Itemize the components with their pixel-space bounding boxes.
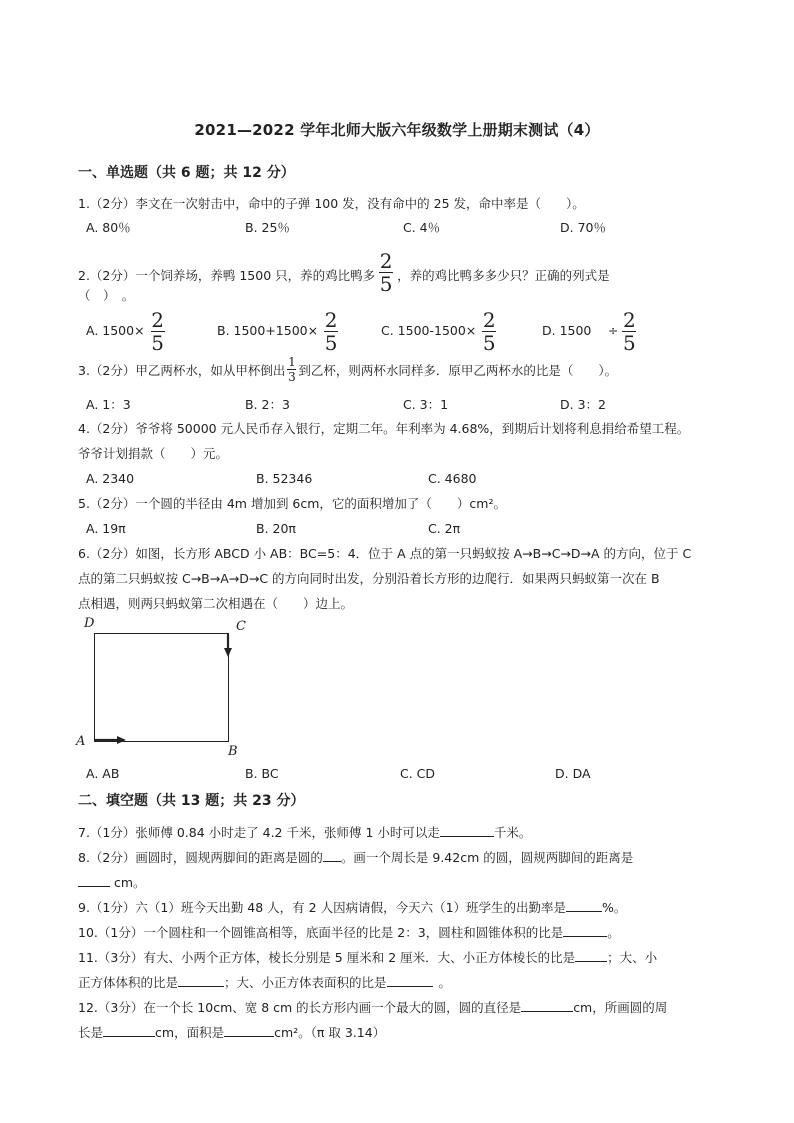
arrow-head-down — [224, 648, 232, 657]
question-6-line1: 6.（2分）如图，长方形 ABCD 小 AB：BC=5：4．位于 A 点的第一只蚂蚁按 A→B→C→D→A 的方向，位于 C — [78, 546, 692, 561]
answer-blank[interactable] — [440, 824, 494, 837]
q1-option-d[interactable]: D. 70％ — [560, 220, 606, 235]
section-fill-in: 二、填空题（共 13 题；共 23 分） — [78, 793, 305, 809]
fraction-two-fifths: $\frac{2}{5}$ — [324, 308, 338, 355]
answer-blank[interactable] — [575, 949, 607, 962]
q5-option-b[interactable]: B. 20π — [256, 521, 296, 536]
rectangle-diagram — [70, 612, 260, 762]
question-12: 12.（3分）在一个长 10cm、宽 8 cm 的长方形内画一个最大的圆，圆的直径是 cm，所画圆的周 — [78, 1000, 668, 1015]
q2-text-post: ，养的鸡比鸭多多少只？正确的列式是 — [397, 268, 610, 283]
fraction-two-fifths: $\frac{2}{5}$ — [482, 308, 496, 355]
fraction-two-fifths: $\frac{2}{5}$ — [622, 308, 636, 355]
question-3: 3.（2分）甲乙两杯水，如从甲杯倒出 $\frac{1}{3}$ 到乙杯，则两杯水同样多．原甲乙两杯水的比是（ ）。 — [78, 355, 618, 384]
vertex-label-a: A — [76, 734, 86, 749]
q2-option-a[interactable]: A. 1500× $\frac{2}{5}$ — [86, 308, 164, 355]
fraction-two-fifths: $\frac{2}{5}$ — [379, 249, 393, 296]
section-single-choice: 一、单选题（共 6 题；共 12 分） — [78, 165, 295, 181]
answer-blank[interactable] — [566, 899, 602, 912]
question-5: 5.（2分）一个圆的半径由 4m 增加到 6cm，它的面积增加了（ ）cm²。 — [78, 496, 506, 511]
q1-option-c[interactable]: C. 4％ — [403, 220, 441, 235]
q6-option-d[interactable]: D. DA — [555, 766, 591, 781]
arrow-head-right — [117, 736, 126, 744]
question-6-line2: 点的第二只蚂蚁按 C→B→A→D→C 的方向同时出发，分别沿着长方形的边爬行．如果两只蚂蚁第一次在 B — [78, 571, 660, 586]
q6-option-a[interactable]: A. AB — [86, 766, 120, 781]
answer-blank[interactable] — [178, 974, 224, 987]
answer-blank[interactable] — [224, 1024, 274, 1037]
q3-option-d[interactable]: D. 3：2 — [560, 397, 606, 412]
answer-blank[interactable] — [103, 1024, 155, 1037]
q2-option-d[interactable]: D. 1500 ÷ $\frac{2}{5}$ — [542, 308, 636, 355]
answer-blank[interactable] — [323, 849, 341, 862]
question-7: 7.（1分）张师傅 0.84 小时走了 4.2 千米，张师傅 1 小时可以走 千米。 — [78, 825, 532, 840]
question-4-line2: 爷爷计划捐款（ ）元。 — [78, 446, 229, 461]
vertex-label-b: B — [228, 744, 238, 759]
q1-option-b[interactable]: B. 25％ — [245, 220, 290, 235]
fraction-two-fifths: $\frac{2}{5}$ — [151, 308, 164, 355]
q6-option-b[interactable]: B. BC — [245, 766, 279, 781]
answer-blank[interactable] — [78, 874, 110, 887]
q5-option-c[interactable]: C. 2π — [428, 521, 461, 536]
q2-option-b[interactable]: B. 1500+1500× $\frac{2}{5}$ — [217, 308, 338, 355]
q3-option-c[interactable]: C. 3：1 — [403, 397, 449, 412]
q2-text-pre: 2.（2分）一个饲养场，养鸭 1500 只，养的鸡比鸭多 — [78, 268, 376, 283]
question-11-line2: 正方体体积的比是 ；大、小正方体表面积的比是 。 — [78, 975, 452, 990]
vertex-label-d: D — [84, 616, 95, 631]
q1-option-a[interactable]: A. 80％ — [86, 220, 131, 235]
question-1: 1.（2分）李文在一次射击中，命中的子弹 100 发，没有命中的 25 发，命中率是（ ）。 — [78, 196, 585, 211]
question-12-line2: 长是 cm，面积是 cm²。（π 取 3.14） — [78, 1025, 386, 1040]
page-title: 2021—2022 学年北师大版六年级数学上册期末测试（4） — [194, 121, 600, 139]
q6-option-c[interactable]: C. CD — [400, 766, 436, 781]
question-11: 11.（3分）有大、小两个正方体，棱长分别是 5 厘米和 2 厘米．大、小正方体棱长的比是 ；大、小 — [78, 950, 658, 965]
question-10: 10.（1分）一个圆柱和一个圆锥高相等，底面半径的比是 2：3，圆柱和圆锥体积的比是 。 — [78, 925, 620, 940]
q3-option-b[interactable]: B. 2：3 — [245, 397, 290, 412]
q4-option-c[interactable]: C. 4680 — [428, 471, 477, 486]
answer-blank[interactable] — [563, 924, 607, 937]
vertex-label-c: C — [236, 619, 246, 634]
answer-blank[interactable] — [387, 974, 433, 987]
q4-option-b[interactable]: B. 52346 — [256, 471, 313, 486]
question-4-line1: 4.（2分）爷爷将 50000 元人民币存入银行，定期二年。年利率为 4.68%，到期后计划将利息捐给希望工程。 — [78, 421, 690, 436]
question-6-line3: 点相遇，则两只蚂蚁第二次相遇在（ ）边上。 — [78, 596, 354, 611]
question-2-line2: （ ） 。 — [78, 288, 135, 303]
fraction-one-third: $\frac{1}{3}$ — [288, 355, 296, 384]
q4-option-a[interactable]: A. 2340 — [86, 471, 135, 486]
q2-option-c[interactable]: C. 1500-1500× $\frac{2}{5}$ — [381, 308, 496, 355]
question-2 — [78, 249, 610, 298]
rectangle-abcd — [95, 634, 229, 742]
q5-option-a[interactable]: A. 19π — [86, 521, 126, 536]
q3-option-a[interactable]: A. 1：3 — [86, 397, 131, 412]
question-8-line2: cm。 — [78, 874, 146, 891]
question-9: 9.（1分）六（1）班今天出勤 48 人，有 2 人因病请假，今天六（1）班学生的出勤率是 %。 — [78, 900, 627, 915]
question-8: 8.（2分）画圆时，圆规两脚间的距离是圆的 。画一个周长是 9.42cm 的圆，圆规两脚间的距离是 — [78, 850, 634, 865]
answer-blank[interactable] — [521, 999, 573, 1012]
